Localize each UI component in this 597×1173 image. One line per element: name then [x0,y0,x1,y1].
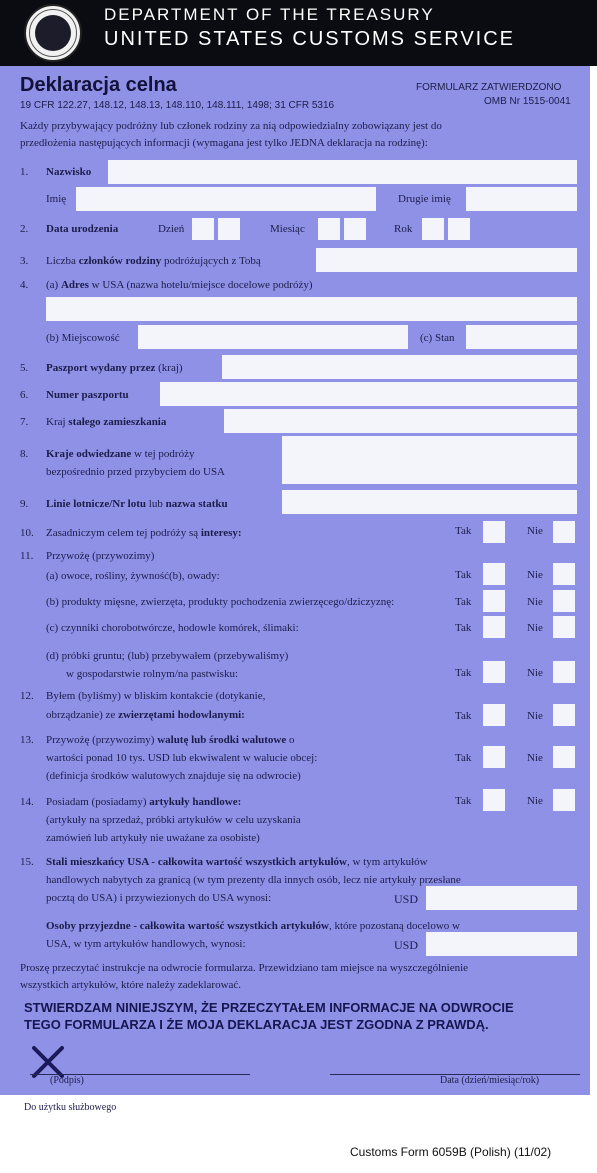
q11d-line-1: (d) próbki gruntu; (lub) przebywałem (przebywaliśmy) [46,650,289,662]
q6-number: 6. [20,389,29,401]
q13-no-checkbox[interactable] [553,746,575,768]
intro-line-2: przedłożenia następujących informacji (wymagana jest tylko JEDNA deklaracja na rodzinę): [20,137,428,149]
treasury-seal-logo [24,4,82,62]
q9-label [46,498,228,510]
q4b-city-label: (b) Miejscowość [46,332,120,344]
q11b-yes-label: Tak [455,596,472,608]
signature-label: (Podpis) [50,1075,84,1086]
q13-post-text: o [289,734,295,746]
birth-month-box-1[interactable] [318,218,340,240]
q10-no-checkbox[interactable] [553,521,575,543]
q8-line-2: bezpośrednio przed przybyciem do USA [46,466,226,478]
q2-birthdate-label: Data urodzenia [46,223,119,235]
birth-day-box-1[interactable] [192,218,214,240]
q11d-no-checkbox[interactable] [553,661,575,683]
q14-yes-checkbox[interactable] [483,789,505,811]
q11a-label: (a) owoce, rośliny, żywność(b), owady: [46,570,220,582]
q12-bold-text: zwierzętami hodowlanymi: [118,709,245,721]
flight-number-field[interactable] [282,490,577,514]
us-address-field[interactable] [46,297,577,321]
birth-day-box-2[interactable] [218,218,240,240]
first-name-field[interactable] [76,187,376,211]
visitors-total-value-field[interactable] [426,932,577,956]
q10-yes-checkbox[interactable] [483,521,505,543]
official-use-label: Do użytku służbowego [24,1102,117,1113]
q14-no-label: Nie [527,795,543,807]
q2-number: 2. [20,223,29,235]
q14-bold-text: artykuły handlowe: [149,796,242,808]
q13-number: 13. [20,734,34,746]
q15-line-4 [46,920,460,932]
q11b-no-label: Nie [527,596,543,608]
birth-month-box-2[interactable] [344,218,366,240]
q8-number: 8. [20,448,29,460]
q3-post-text: podróżujących z Tobą [164,255,261,267]
q13-yes-checkbox[interactable] [483,746,505,768]
q13-no-label: Nie [527,752,543,764]
header-bar [0,0,597,66]
q8-bold-text: Kraje odwiedzane [46,448,132,460]
residence-country-field[interactable] [224,409,577,433]
q11c-no-label: Nie [527,622,543,634]
family-members-field[interactable] [316,248,577,272]
q11a-yes-checkbox[interactable] [483,563,505,585]
q14-line-3: zamówień lub artykuły nie uważane za osobiste) [46,832,260,844]
q15-bold-text-2: Osoby przyjezdne - całkowita wartość wszystkich artykułów [46,920,329,932]
q8-label [46,448,194,460]
instructions-line-2: wszystkich artykułów, które należy zadeklarować. [20,979,242,991]
q15-line-1 [46,856,428,868]
q1-middle-name-label: Drugie imię [398,193,451,205]
q12-yes-checkbox[interactable] [483,704,505,726]
middle-name-field[interactable] [466,187,577,211]
q11-label: Przywożę (przywozimy) [46,550,155,562]
q12-no-label: Nie [527,710,543,722]
q11d-line-2: w gospodarstwie rolnym/na pastwisku: [66,668,239,680]
q10-pre-text: Zasadniczym celem tej podróży są [46,527,199,539]
q15-number: 15. [20,856,34,868]
form-title: Deklaracja celna [20,74,177,96]
q15-visitors-currency: USD [394,938,419,952]
q9-mid-text: lub [148,498,163,510]
approved-label: FORMULARZ ZATWIERDZONO [416,82,562,93]
q11a-no-label: Nie [527,569,543,581]
q13-yes-label: Tak [455,752,472,764]
q4a-label [46,279,313,291]
q10-label [46,527,242,539]
form-identifier: Customs Form 6059B (Polish) (11/02) [350,1145,552,1159]
q10-bold-text: interesy: [200,527,242,539]
q14-pre-text: Posiadam (posiadamy) [46,796,147,808]
q11d-yes-label: Tak [455,667,472,679]
q3-bold-text: członków rodziny [78,255,162,267]
q9-number: 9. [20,498,29,510]
q4c-state-label: (c) Stan [420,332,455,344]
q4a-bold-text: Adres [60,279,89,291]
q12-yes-label: Tak [455,710,472,722]
department-title: DEPARTMENT OF THE TREASURY [104,5,435,24]
q5-bold-text: Paszport wydany przez [46,362,156,374]
passport-number-field[interactable] [160,382,577,406]
q8-post-text: w tej podróży [133,448,195,460]
q15-tail-text-1: , w tym artykułów [346,856,428,868]
certification-line-2: TEGO FORMULARZA I ŻE MOJA DEKLARACJA JEST ZGODNA Z PRAWDĄ. [24,1017,489,1032]
q11d-yes-checkbox[interactable] [483,661,505,683]
q11a-yes-label: Tak [455,569,472,581]
q11d-no-label: Nie [527,667,543,679]
q15-line-3: pocztą do USA) i przywiezionych do USA wynosi: [46,892,272,904]
residents-total-value-field[interactable] [426,886,577,910]
q14-line-1 [46,796,241,808]
q13-line-3: (definicja środków walutowych znajduje się na odwrocie) [46,770,301,782]
q15-tail-text-2: , które pozostaną docelowo w [328,920,460,932]
q1-number: 1. [20,166,29,178]
q14-no-checkbox[interactable] [553,789,575,811]
q11b-label: (b) produkty mięsne, zwierzęta, produkty pochodzenia zwierzęcego/dziczyznę: [46,596,395,608]
q2-day-label: Dzień [158,223,185,235]
q12-line-2 [46,709,245,721]
q12-number: 12. [20,690,34,702]
q5-label [46,362,183,374]
q11b-no-checkbox[interactable] [553,590,575,612]
birth-year-box-2[interactable] [448,218,470,240]
q12-no-checkbox[interactable] [553,704,575,726]
passport-country-field[interactable] [222,355,577,379]
q13-bold-text: walutę lub środki walutowe [157,734,287,746]
city-field[interactable] [138,325,408,349]
q9-bold-text-2: nazwa statku [165,498,228,510]
service-title: UNITED STATES CUSTOMS SERVICE [104,28,516,50]
q10-number: 10. [20,527,34,539]
q9-bold-text-1: Linie lotnicze/Nr lotu [46,498,147,510]
q11b-yes-checkbox[interactable] [483,590,505,612]
customs-declaration-form [0,66,590,1095]
cfr-reference: 19 CFR 122.27, 148.12, 148.13, 148.110, 148.111, 1498; 31 CFR 5316 [20,100,335,111]
q13-line-2: wartości ponad 10 tys. USD lub ekwiwalent w walucie obcej: [46,752,318,764]
q11c-label: (c) czynniki chorobotwórcze, hodowle komórek, ślimaki: [46,622,299,634]
q4-number: 4. [20,279,29,291]
q4a-pre-text: (a) [46,279,59,291]
certification-line-1: STWIERDZAM NINIEJSZYM, ŻE PRZECZYTAŁEM INFORMACJE NA ODWROCIE [24,1000,514,1015]
q11-number: 11. [20,550,34,562]
q5-post-text: (kraj) [158,362,183,374]
q15-line-2: handlowych nabytych za granicą (w tym prezenty dla innych osób, lecz nie artykuły przesłane [46,874,461,886]
intro-line-1: Każdy przybywający podróżny lub członek rodziny za nią odpowiedzialny zobowiązany jest do [20,120,442,132]
q11c-no-checkbox[interactable] [553,616,575,638]
q5-number: 5. [20,362,29,374]
q7-bold-text: stałego zamieszkania [68,416,167,428]
state-field[interactable] [466,325,577,349]
q2-month-label: Miesiąc [270,223,305,235]
q3-number: 3. [20,255,29,267]
q6-passport-number-label: Numer paszportu [46,389,129,401]
q7-pre-text: Kraj [46,416,66,428]
q13-pre-text: Przywożę (przywozimy) [46,734,155,746]
q7-number: 7. [20,416,29,428]
q15-bold-text-1: Stali mieszkańcy USA - całkowita wartość wszystkich artykułów [46,856,347,868]
q11a-no-checkbox[interactable] [553,563,575,585]
q11c-yes-label: Tak [455,622,472,634]
surname-field[interactable] [108,160,577,184]
omb-number: OMB Nr 1515-0041 [484,96,571,107]
q11c-yes-checkbox[interactable] [483,616,505,638]
q14-yes-label: Tak [455,795,472,807]
q2-year-label: Rok [394,223,413,235]
birth-year-box-1[interactable] [422,218,444,240]
countries-visited-field[interactable] [282,436,577,484]
date-label: Data (dzień/miesiąc/rok) [440,1075,540,1086]
q3-pre-text: Liczba [46,255,76,267]
q15-line-5: USA, w tym artykułów handlowych, wynosi: [46,938,246,950]
q3-label [46,255,261,267]
q14-line-2: (artykuły na sprzedaż, próbki artykułów w celu uzyskania [46,814,301,826]
q14-number: 14. [20,796,34,808]
q10-yes-label: Tak [455,525,472,537]
q10-no-label: Nie [527,525,543,537]
q12-pre-text: obrządzanie) ze [46,709,116,721]
q13-line-1 [46,734,295,746]
q15-residents-currency: USD [394,892,419,906]
q1-surname-label: Nazwisko [46,166,92,178]
q4a-post-text: w USA (nazwa hotelu/miejsce docelowe podróży) [91,279,313,291]
q1-first-name-label: Imię [46,193,67,205]
q7-label [46,416,166,428]
instructions-line-1: Proszę przeczytać instrukcje na odwrocie formularza. Przewidziano tam miejsce na wyszczególnienie [20,962,469,974]
q12-line-1: Byłem (byliśmy) w bliskim kontakcie (dotykanie, [46,690,266,702]
